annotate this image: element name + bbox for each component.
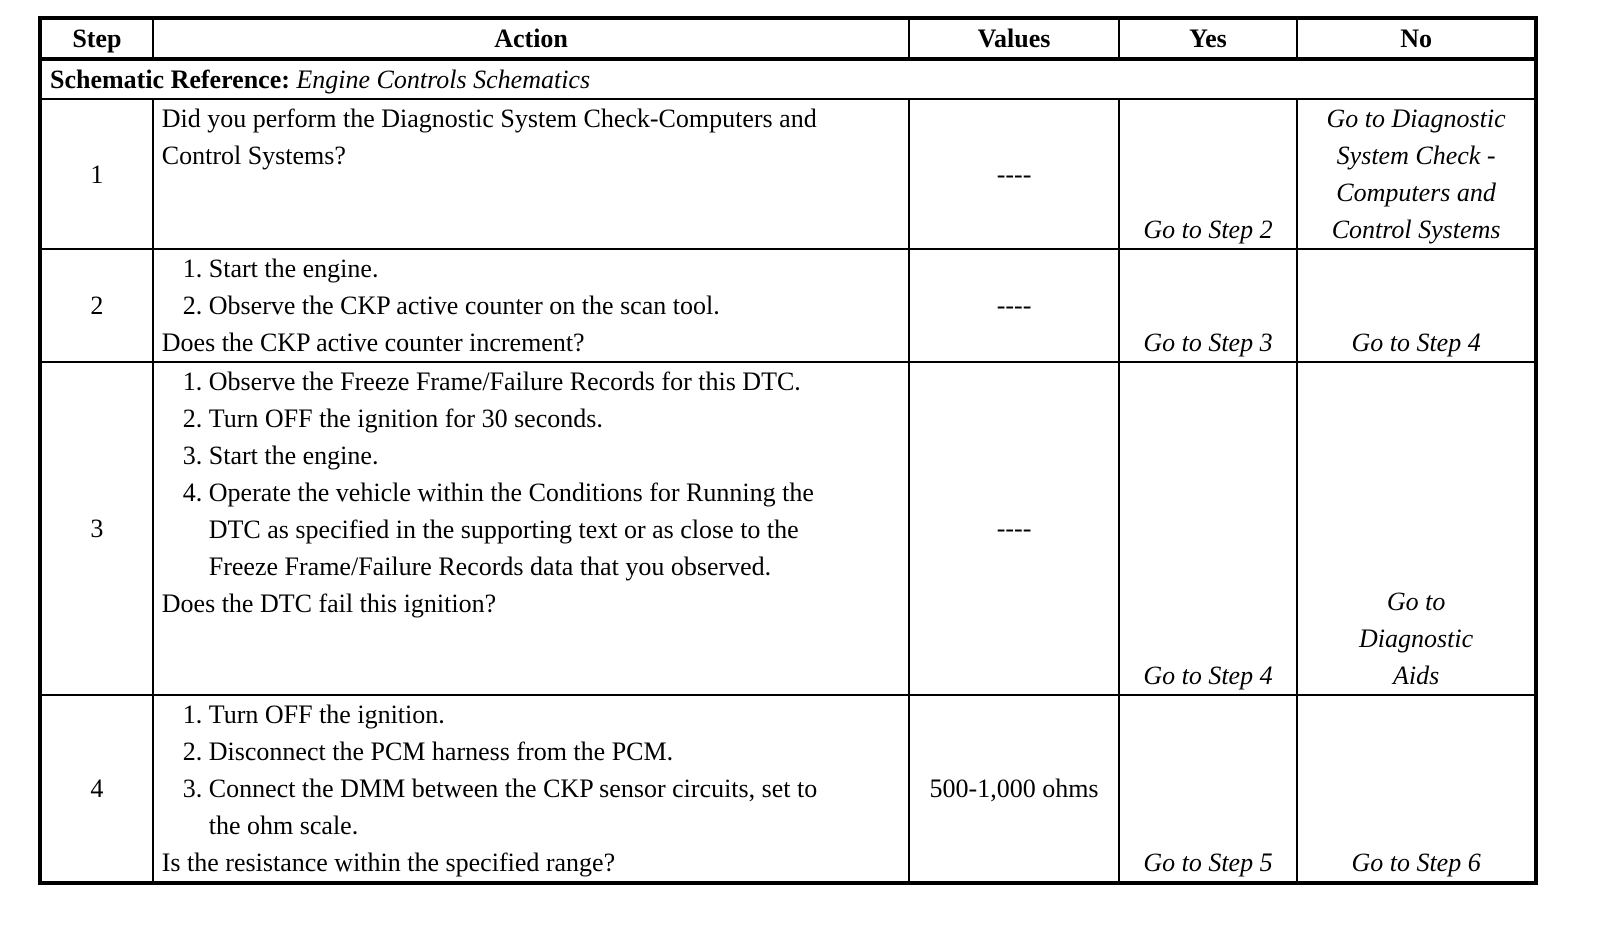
- values-cell: ----: [909, 249, 1118, 362]
- action-question: Did you perform the Diagnostic System Check-Computers and Control Systems?: [161, 104, 817, 170]
- action-cell: [153, 695, 910, 883]
- action-step-item: 2. Turn OFF the ignition for 30 seconds.: [209, 400, 841, 437]
- no-cell: Go to Step 6: [1297, 695, 1536, 883]
- action-cell: [153, 249, 910, 362]
- header-step: Step: [40, 18, 153, 59]
- schematic-reference: [40, 59, 1536, 99]
- diagnostic-table: [38, 16, 1538, 885]
- action-step-item: 4. Operate the vehicle within the Conditions for Running the DTC as specified in the supporting text or as close to the Freeze Frame/Failure Records data that you observed.: [209, 474, 841, 585]
- action-steps: [162, 250, 901, 324]
- values-cell: 500-1,000 ohms: [909, 695, 1118, 883]
- step-number: 4: [40, 695, 153, 883]
- values-cell: ----: [909, 362, 1118, 695]
- step-number: 3: [40, 362, 153, 695]
- action-step-item: 1. Observe the Freeze Frame/Failure Records for this DTC.: [209, 363, 841, 400]
- no-cell: Go to Diagnostic Aids: [1297, 362, 1536, 695]
- step-number: 1: [40, 99, 153, 249]
- header-row: [40, 18, 1536, 59]
- table-row: [40, 362, 1536, 695]
- action-step-item: 3. Connect the DMM between the CKP sensor circuits, set to the ohm scale.: [209, 770, 831, 844]
- no-cell: Go to Diagnostic System Check - Computers and Control Systems: [1297, 99, 1536, 249]
- action-step-item: 3. Start the engine.: [209, 437, 841, 474]
- yes-cell: Go to Step 2: [1119, 99, 1297, 249]
- yes-cell: Go to Step 3: [1119, 249, 1297, 362]
- action-step-item: 2. Observe the CKP active counter on the scan tool.: [209, 287, 901, 324]
- action-question: Is the resistance within the specified range?: [161, 848, 616, 877]
- no-cell: Go to Step 4: [1297, 249, 1536, 362]
- action-steps: [162, 363, 901, 585]
- table-row: [40, 99, 1536, 249]
- action-question: Does the CKP active counter increment?: [161, 328, 585, 357]
- step-number: 2: [40, 249, 153, 362]
- action-step-item: 2. Disconnect the PCM harness from the PCM.: [209, 733, 831, 770]
- header-values: Values: [909, 18, 1118, 59]
- action-steps: [162, 696, 901, 844]
- schematic-reference-row: [40, 59, 1536, 99]
- schematic-reference-label: Schematic Reference:: [50, 65, 290, 94]
- action-cell: [153, 362, 910, 695]
- action-step-item: 1. Start the engine.: [209, 250, 901, 287]
- action-cell: [153, 99, 910, 249]
- header-no: No: [1297, 18, 1536, 59]
- values-cell: ----: [909, 99, 1118, 249]
- table-row: [40, 249, 1536, 362]
- yes-cell: Go to Step 5: [1119, 695, 1297, 883]
- table-row: [40, 695, 1536, 883]
- schematic-reference-value: Engine Controls Schematics: [296, 65, 591, 94]
- yes-cell: Go to Step 4: [1119, 362, 1297, 695]
- action-question: Does the DTC fail this ignition?: [161, 589, 497, 618]
- header-action: Action: [153, 18, 910, 59]
- action-step-item: 1. Turn OFF the ignition.: [209, 696, 831, 733]
- header-yes: Yes: [1119, 18, 1297, 59]
